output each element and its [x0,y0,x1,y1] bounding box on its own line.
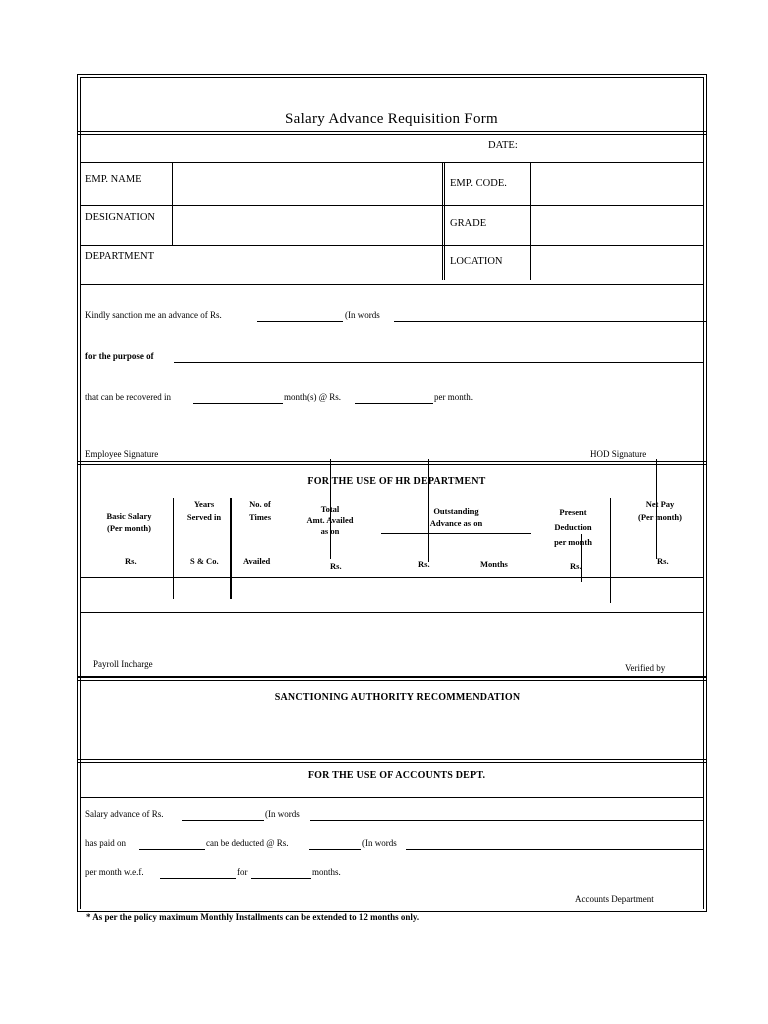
employee-signature-label: Employee Signature [85,449,159,459]
sub-rs-basic: Rs. [125,556,137,566]
col-years-served: Years Served in [186,499,222,522]
grade-label: GRADE [450,218,487,229]
emp-name-field[interactable] [174,164,440,204]
sub-months: Months [480,559,508,569]
department-label: DEPARTMENT [85,251,154,262]
accounts-in-words-field[interactable] [310,820,704,821]
paid-on-field[interactable] [139,849,205,850]
grade-field[interactable] [532,207,702,244]
accounts-heading: FOR THE USE OF ACCOUNTS DEPT. [307,770,486,781]
per-month-wef-text: per month w.e.f. [85,867,144,877]
policy-footnote: * As per the policy maximum Monthly Installments can be extended to 12 months only. [86,912,420,922]
per-month-text: per month. [434,392,473,402]
advance-in-words-field[interactable] [394,321,706,322]
hr-heading: FOR THE USE OF HR DEPARTMENT [307,476,486,487]
col-net-pay: Net Pay (Per month) [638,499,682,522]
designation-field[interactable] [174,207,440,244]
advance-amount-text: Kindly sanction me an advance of Rs. [85,310,222,320]
sub-rs-outstanding: Rs. [418,559,430,569]
col-total-availed: Total Amt. Availed as on [306,504,354,536]
months-at-text: month(s) @ Rs. [284,392,342,402]
deduction-in-words-text: (In words [362,838,397,848]
deduction-amount-field[interactable] [309,849,361,850]
in-words-text: (In words [345,310,380,320]
location-label: LOCATION [450,256,503,267]
deducted-at-text: can be deducted @ Rs. [206,838,289,848]
recovered-text: that can be recovered in [85,392,171,402]
form-title: Salary Advance Requisition Form [284,111,499,127]
hod-signature-label: HOD Signature [590,449,647,459]
accounts-in-words-text: (In words [265,809,300,819]
sub-rs-total: Rs. [330,561,342,571]
accounts-amount-field[interactable] [182,820,264,821]
for-text: for [237,867,248,877]
verified-by-label: Verified by [625,663,666,673]
recovery-amount-field[interactable] [355,403,433,404]
payroll-incharge-label: Payroll Incharge [93,659,153,669]
date-label: DATE: [488,140,518,151]
location-field[interactable] [532,247,702,283]
sanction-recommendation-area[interactable] [81,708,702,758]
emp-code-label: EMP. CODE. [450,178,507,189]
advance-amount-field[interactable] [257,321,343,322]
emp-code-field[interactable] [532,164,702,204]
sub-sco: S & Co. [190,556,219,566]
purpose-label: for the purpose of [85,351,154,361]
department-field[interactable] [174,247,440,283]
col-outstanding: Outstanding Advance as on [429,506,483,528]
deduction-in-words-field[interactable] [406,849,704,850]
designation-label: DESIGNATION [85,212,155,223]
sub-availed: Availed [243,556,271,566]
paid-on-text: has paid on [85,838,126,848]
accounts-department-label: Accounts Department [575,894,654,904]
col-present-deduction: Present Deduction per month [554,507,592,547]
purpose-field[interactable] [174,362,704,363]
recovery-months-field[interactable] [193,403,283,404]
col-no-of-times: No. of Times [248,499,272,522]
months-text: months. [312,867,341,877]
col-basic-salary: Basic Salary (Per month) [106,511,152,533]
months-count-field[interactable] [251,878,311,879]
sub-rs-net: Rs. [657,556,669,566]
wef-date-field[interactable] [160,878,236,879]
sanction-heading: SANCTIONING AUTHORITY RECOMMENDATION [274,692,521,703]
hr-data-row[interactable] [81,578,702,611]
sub-rs-present: Rs. [570,561,582,571]
salary-advance-text: Salary advance of Rs. [85,809,164,819]
emp-name-label: EMP. NAME [85,174,142,185]
